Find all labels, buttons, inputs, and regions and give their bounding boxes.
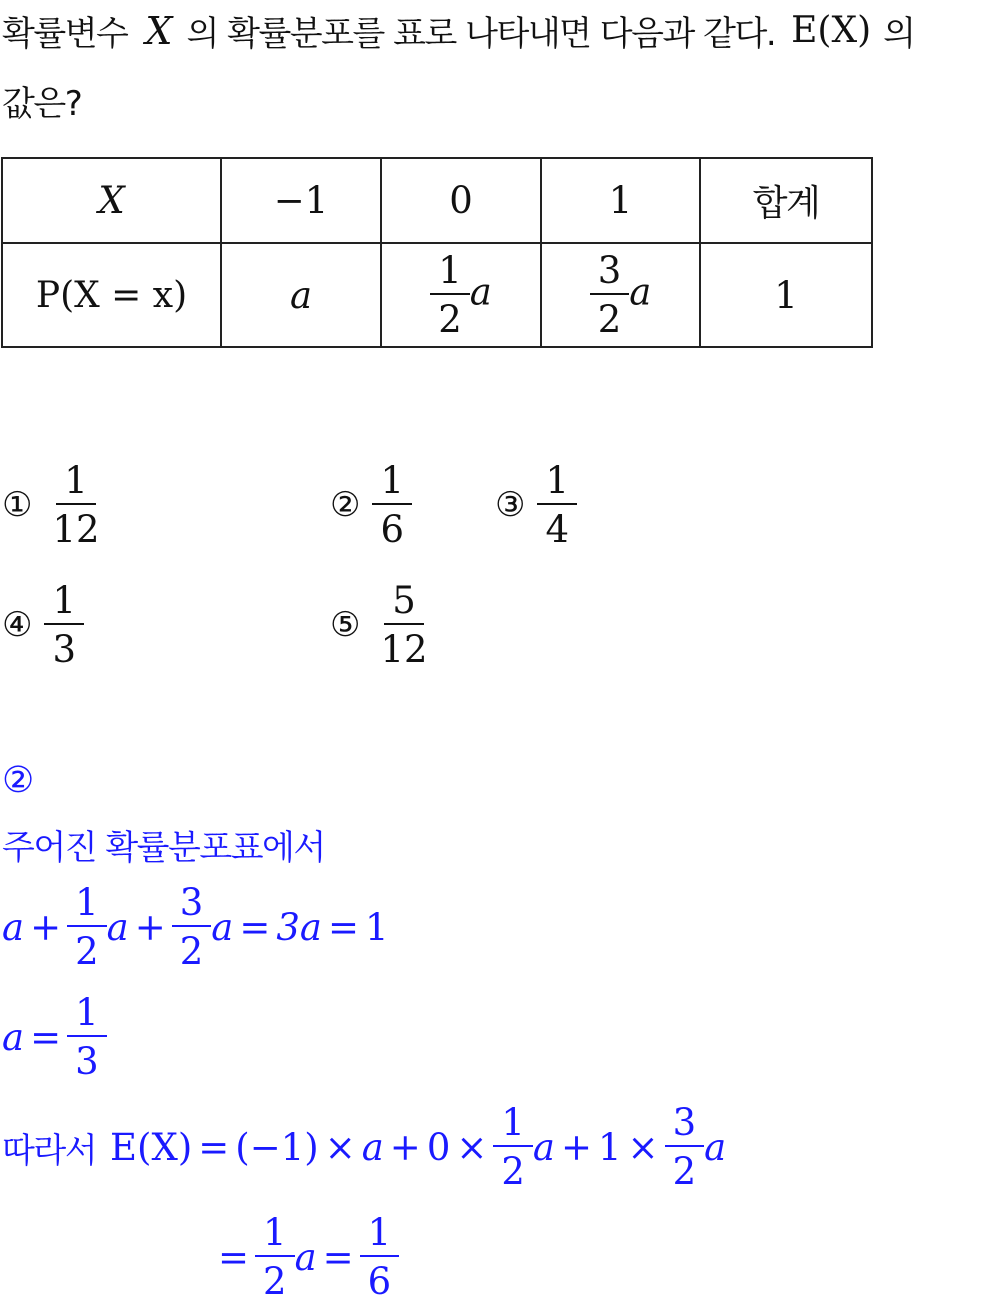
math-term: E(X) <box>110 1125 193 1169</box>
math-term: a <box>704 1125 727 1169</box>
question-variable: X <box>145 8 173 53</box>
math-term: a <box>532 1125 555 1169</box>
fraction-denominator: 6 <box>380 508 405 551</box>
question-text-middle: 의 확률분포를 표로 나타내면 다음과 같다. <box>186 14 776 54</box>
math-operator: = <box>327 905 359 949</box>
choice-mark: ③ <box>495 485 526 525</box>
math-operator: × <box>627 1125 659 1169</box>
fraction <box>67 881 107 973</box>
fraction-numerator: 1 <box>537 462 577 505</box>
choice-5[interactable] <box>330 579 436 671</box>
math-operator: = <box>239 905 271 949</box>
table-header-cell: X <box>2 158 221 243</box>
fraction-denominator: 12 <box>380 628 428 671</box>
solution-equation-2 <box>2 991 107 1083</box>
fraction-denominator: 2 <box>597 298 622 341</box>
fraction <box>665 1101 705 1193</box>
solution-equation-3 <box>2 1101 727 1193</box>
fraction-numerator: 1 <box>255 1214 295 1257</box>
fraction-numerator: 1 <box>56 462 96 505</box>
fraction-numerator: 1 <box>372 462 412 505</box>
choice-3[interactable] <box>495 459 577 551</box>
fraction-numerator: 5 <box>384 582 424 625</box>
table-cell-variable: a <box>469 270 492 314</box>
solution-equation-4 <box>212 1211 399 1303</box>
math-operator: + <box>30 905 62 949</box>
math-term: a <box>2 905 25 949</box>
fraction-denominator: 4 <box>545 508 570 551</box>
solution-equation-1 <box>2 881 389 973</box>
fraction <box>590 249 630 341</box>
fraction-denominator: 2 <box>672 1150 697 1193</box>
fraction <box>255 1211 295 1303</box>
math-term: a <box>106 905 129 949</box>
choice-fraction <box>537 459 577 551</box>
fraction-numerator: 1 <box>360 1214 400 1257</box>
math-term: 0 <box>426 1125 451 1169</box>
choice-fraction <box>372 459 412 551</box>
fraction-numerator: 1 <box>44 582 84 625</box>
question-text-end: 의 <box>883 14 915 54</box>
math-operator: + <box>389 1125 421 1169</box>
table-header-cell: 합계 <box>700 158 872 243</box>
choice-4[interactable] <box>2 579 84 671</box>
question-text-start: 확률변수 <box>2 14 128 54</box>
table-header-cell: 0 <box>381 158 541 243</box>
math-operator: × <box>324 1125 356 1169</box>
table-cell: 1 <box>700 243 872 347</box>
math-term: a <box>361 1125 384 1169</box>
math-operator: = <box>198 1125 230 1169</box>
fraction <box>67 991 107 1083</box>
fraction-denominator: 3 <box>52 628 77 671</box>
math-term: a <box>2 1015 25 1059</box>
table-cell: a <box>221 243 381 347</box>
table-prob-label: P(X = x) <box>2 243 221 347</box>
choice-fraction <box>44 579 84 671</box>
fraction-denominator: 2 <box>263 1260 287 1303</box>
choice-2[interactable] <box>330 459 412 551</box>
fraction-numerator: 1 <box>493 1104 533 1147</box>
math-term: (−1) <box>235 1125 319 1169</box>
math-operator: + <box>134 905 166 949</box>
fraction-denominator: 12 <box>52 508 100 551</box>
choice-mark: ⑤ <box>330 605 361 645</box>
math-operator: = <box>322 1235 354 1279</box>
table-cell <box>541 243 700 347</box>
fraction <box>493 1101 533 1193</box>
fraction <box>430 249 470 341</box>
math-term: 1 <box>364 905 389 949</box>
fraction-numerator: 3 <box>172 884 212 927</box>
choice-fraction <box>44 459 107 551</box>
probability-distribution-table <box>1 157 873 348</box>
fraction-denominator: 2 <box>75 930 99 973</box>
question-expectation: E(X) <box>791 10 872 51</box>
math-term: 1 <box>598 1125 622 1169</box>
fraction-denominator: 2 <box>179 930 204 973</box>
fraction-denominator: 2 <box>501 1150 525 1193</box>
fraction-numerator: 3 <box>665 1104 705 1147</box>
math-operator: = <box>218 1235 250 1279</box>
fraction <box>172 881 212 973</box>
math-operator: × <box>456 1125 488 1169</box>
math-term: a <box>211 905 234 949</box>
choice-mark: ② <box>330 485 361 525</box>
choice-mark: ④ <box>2 605 33 645</box>
solution-answer: ② <box>2 760 33 801</box>
question-line-2: 값은? <box>2 84 82 124</box>
choice-1[interactable] <box>2 459 108 551</box>
math-operator: + <box>560 1125 592 1169</box>
table-row <box>2 243 872 347</box>
fraction-numerator: 1 <box>67 884 107 927</box>
table-cell <box>381 243 541 347</box>
choice-mark: ① <box>2 485 33 525</box>
solution-therefore: 따라서 <box>2 1130 97 1171</box>
fraction-denominator: 3 <box>75 1040 99 1083</box>
math-term: a <box>294 1235 317 1279</box>
math-operator: = <box>30 1015 62 1059</box>
table-row <box>2 158 872 243</box>
table-cell-variable: a <box>629 270 652 314</box>
table-header-cell: −1 <box>221 158 381 243</box>
table-header-cell: 1 <box>541 158 700 243</box>
math-term: 3a <box>276 905 322 949</box>
solution-intro: 주어진 확률분포표에서 <box>2 828 325 868</box>
fraction-denominator: 2 <box>438 298 462 341</box>
fraction-numerator: 1 <box>67 994 107 1037</box>
choice-fraction <box>372 579 435 671</box>
question-line-1 <box>2 6 915 55</box>
fraction <box>360 1211 400 1303</box>
fraction-denominator: 6 <box>367 1260 392 1303</box>
fraction-numerator: 3 <box>590 252 630 295</box>
fraction-numerator: 1 <box>430 252 470 295</box>
